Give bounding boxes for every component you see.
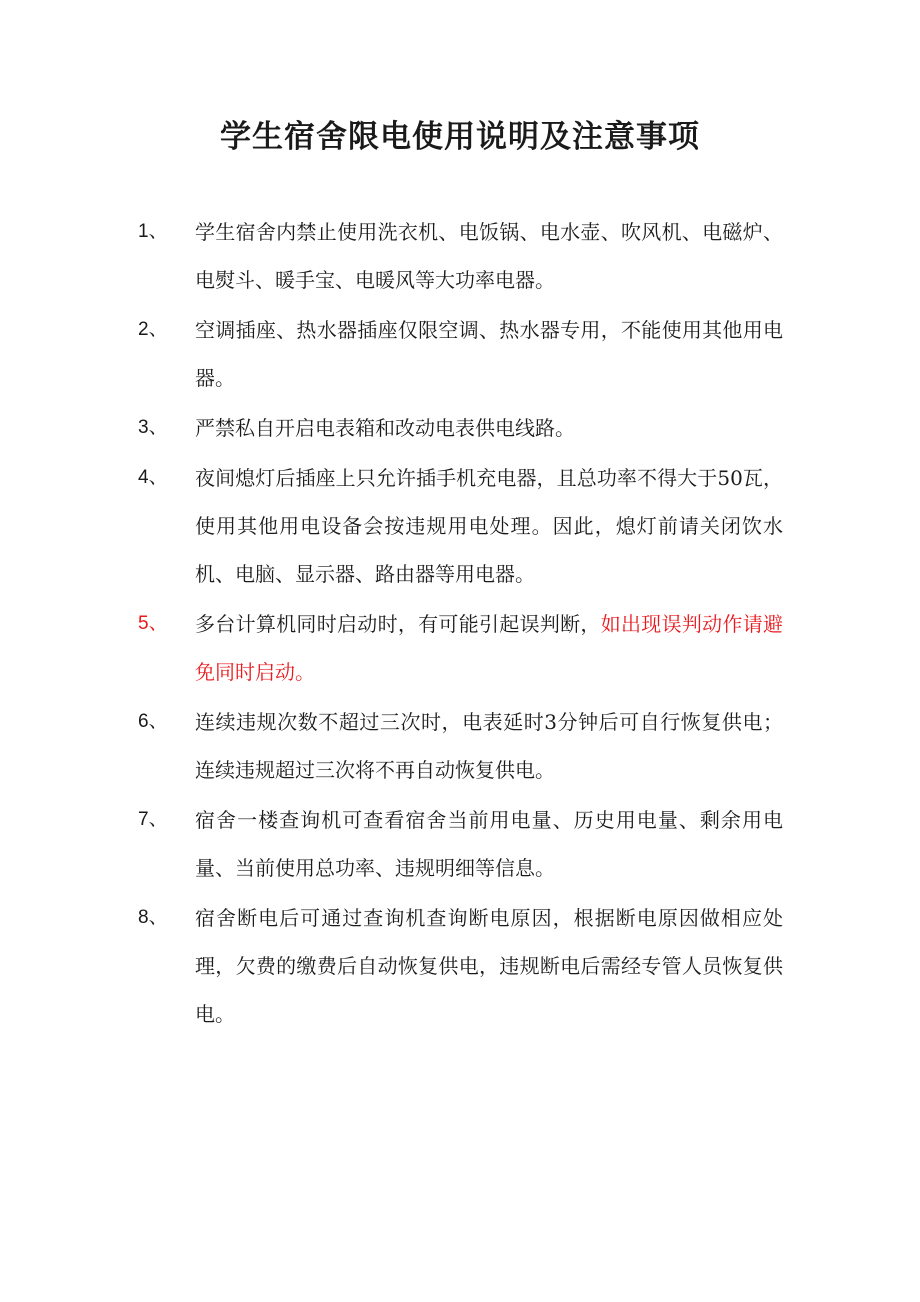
item-number: 1、 xyxy=(138,221,168,242)
list-item xyxy=(0,894,920,1038)
list-item xyxy=(0,208,920,304)
item-number: 7、 xyxy=(138,809,168,830)
list-item xyxy=(0,404,920,452)
item-number: 4、 xyxy=(138,467,168,488)
list-item-highlighted xyxy=(0,600,920,696)
list-item xyxy=(0,796,920,892)
item-text-highlight: 如出现误判动作请避免同时启动。 xyxy=(195,612,784,684)
item-number: 6、 xyxy=(138,711,168,732)
notice-list xyxy=(0,208,920,1040)
document-title: 学生宿舍限电使用说明及注意事项 xyxy=(220,119,700,155)
item-text: 连续违规次数不超过三次时，电表延时3分钟后可自行恢复供电；连续违规超过三次将不再自动恢复供电。 xyxy=(195,710,783,782)
list-item xyxy=(0,454,920,598)
item-text: 学生宿舍内禁止使用洗衣机、电饭锅、电水壶、吹风机、电磁炉、电熨斗、暖手宝、电暖风等大功率电器。 xyxy=(195,220,783,292)
item-text: 空调插座、热水器插座仅限空调、热水器专用，不能使用其他用电器。 xyxy=(195,318,783,390)
list-item xyxy=(0,306,920,402)
item-text: 严禁私自开启电表箱和改动电表供电线路。 xyxy=(195,416,575,440)
item-number: 5、 xyxy=(138,613,168,634)
item-text xyxy=(195,600,783,696)
item-number: 2、 xyxy=(138,319,168,340)
item-text: 宿舍断电后可通过查询机查询断电原因，根据断电原因做相应处理，欠费的缴费后自动恢复供电，违规断电后需经专管人员恢复供电。 xyxy=(195,906,783,1026)
item-number: 8、 xyxy=(138,907,168,928)
item-text-normal: 多台计算机同时启动时，有可能引起误判断， xyxy=(195,612,601,636)
item-text: 夜间熄灯后插座上只允许插手机充电器，且总功率不得大于50瓦，使用其他用电设备会按违规用电处理。因此，熄灯前请关闭饮水机、电脑、显示器、路由器等用电器。 xyxy=(195,466,783,586)
item-text: 宿舍一楼查询机可查看宿舍当前用电量、历史用电量、剩余用电量、当前使用总功率、违规明细等信息。 xyxy=(195,808,783,880)
item-number: 3、 xyxy=(138,417,168,438)
list-item xyxy=(0,698,920,794)
